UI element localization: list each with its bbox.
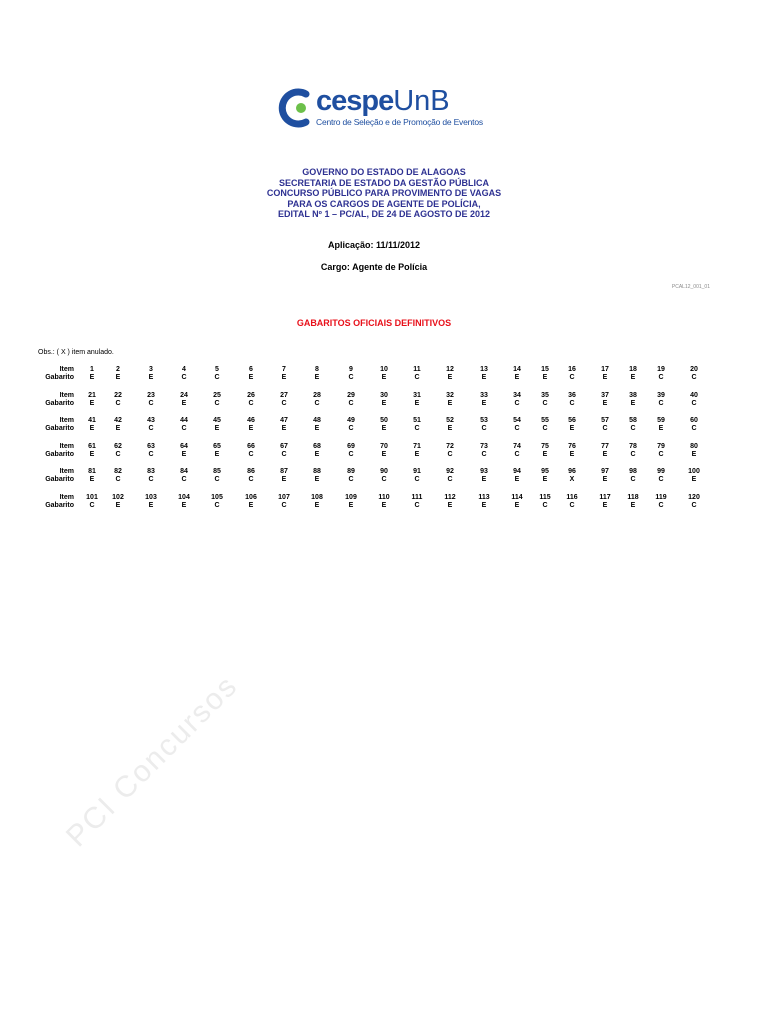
item-answer: C (542, 502, 548, 509)
item-answer: C (414, 476, 420, 483)
item-answer: E (314, 502, 320, 509)
item-number: 23 (147, 392, 155, 399)
item-number: 29 (347, 392, 355, 399)
item-answer: C (115, 400, 121, 407)
item-answer: E (89, 425, 95, 432)
item-answer: C (214, 476, 220, 483)
item-answer: C (181, 425, 187, 432)
item-number: 18 (629, 366, 637, 373)
row-label-gabarito: Gabarito (45, 502, 74, 509)
item-answer: E (542, 451, 548, 458)
item-answer: C (602, 425, 608, 432)
item-answer: C (348, 451, 354, 458)
item-answer: C (414, 425, 420, 432)
item-number: 93 (480, 468, 488, 475)
item-answer: C (181, 374, 187, 381)
item-number: 79 (657, 443, 665, 450)
item-number: 119 (655, 494, 667, 501)
item-number: 10 (380, 366, 388, 373)
item-number: 33 (480, 392, 488, 399)
item-number: 35 (541, 392, 549, 399)
item-number: 39 (657, 392, 665, 399)
item-answer: E (214, 425, 220, 432)
heading-line: PARA OS CARGOS DE AGENTE DE POLÍCIA, (287, 198, 481, 209)
item-answer: C (569, 502, 575, 509)
item-number: 22 (114, 392, 122, 399)
item-answer: E (248, 374, 254, 381)
item-answer: E (181, 451, 187, 458)
item-answer: E (281, 476, 287, 483)
item-answer: C (658, 451, 664, 458)
item-answer: C (115, 451, 121, 458)
item-answer: E (381, 502, 387, 509)
item-number: 84 (180, 468, 188, 475)
item-number: 68 (313, 443, 321, 450)
item-answer: E (481, 476, 487, 483)
item-answer: E (115, 374, 121, 381)
item-number: 40 (690, 392, 698, 399)
item-answer: C (481, 425, 487, 432)
item-number: 72 (446, 443, 454, 450)
item-number: 2 (116, 366, 120, 373)
item-number: 5 (215, 366, 219, 373)
item-answer: E (314, 476, 320, 483)
item-answer: E (89, 476, 95, 483)
item-number: 77 (601, 443, 609, 450)
item-number: 81 (88, 468, 96, 475)
item-answer: C (214, 374, 220, 381)
item-number: 90 (380, 468, 388, 475)
item-number: 8 (315, 366, 319, 373)
item-number: 48 (313, 417, 321, 424)
item-number: 60 (690, 417, 698, 424)
item-number: 96 (568, 468, 576, 475)
item-number: 75 (541, 443, 549, 450)
item-number: 55 (541, 417, 549, 424)
item-answer: C (658, 400, 664, 407)
item-number: 12 (446, 366, 454, 373)
item-number: 116 (566, 494, 578, 501)
item-answer: C (348, 400, 354, 407)
item-answer: E (381, 425, 387, 432)
item-number: 97 (601, 468, 609, 475)
item-answer: E (89, 374, 95, 381)
item-number: 28 (313, 392, 321, 399)
item-answer: E (115, 502, 121, 509)
item-answer: C (514, 451, 520, 458)
item-number: 104 (178, 494, 190, 501)
item-number: 105 (211, 494, 223, 501)
item-number: 67 (280, 443, 288, 450)
item-answer: E (481, 400, 487, 407)
item-number: 32 (446, 392, 454, 399)
item-answer: E (447, 400, 453, 407)
item-answer: C (281, 400, 287, 407)
item-answer: C (348, 374, 354, 381)
item-answer: C (447, 451, 453, 458)
item-answer: C (630, 425, 636, 432)
item-number: 69 (347, 443, 355, 450)
item-number: 62 (114, 443, 122, 450)
item-answer: E (115, 425, 121, 432)
item-answer: C (148, 451, 154, 458)
item-answer: C (691, 400, 697, 407)
item-number: 1 (90, 366, 94, 373)
item-answer: E (630, 400, 636, 407)
item-number: 108 (311, 494, 323, 501)
item-answer: C (658, 502, 664, 509)
item-number: 43 (147, 417, 155, 424)
item-answer: E (542, 374, 548, 381)
item-number: 80 (690, 443, 698, 450)
item-answer: C (691, 502, 697, 509)
item-answer: E (381, 374, 387, 381)
item-answer: E (447, 502, 453, 509)
item-answer: E (602, 476, 608, 483)
item-answer: E (447, 374, 453, 381)
heading-line: GOVERNO DO ESTADO DE ALAGOAS (302, 167, 466, 177)
item-answer: C (414, 502, 420, 509)
item-number: 30 (380, 392, 388, 399)
item-answer: E (281, 425, 287, 432)
item-number: 83 (147, 468, 155, 475)
item-number: 117 (599, 494, 611, 501)
logo-tagline: Centro de Seleção e de Promoção de Eventos (316, 117, 483, 127)
item-answer: E (481, 502, 487, 509)
item-number: 31 (413, 392, 421, 399)
item-number: 102 (112, 494, 124, 501)
item-answer: E (181, 400, 187, 407)
item-number: 57 (601, 417, 609, 424)
item-answer: E (602, 502, 608, 509)
item-number: 41 (88, 417, 96, 424)
item-answer: E (514, 374, 520, 381)
item-number: 15 (541, 366, 549, 373)
item-number: 42 (114, 417, 122, 424)
item-answer: E (148, 374, 154, 381)
document-code: PCAL12_001_01 (671, 284, 710, 290)
item-number: 38 (629, 392, 637, 399)
item-number: 17 (601, 366, 609, 373)
item-number: 115 (539, 494, 551, 501)
item-answer: E (569, 425, 575, 432)
item-answer: E (414, 451, 420, 458)
item-answer: C (248, 476, 254, 483)
item-number: 27 (280, 392, 288, 399)
item-number: 34 (513, 392, 521, 399)
item-number: 114 (511, 494, 523, 501)
item-number: 113 (478, 494, 490, 501)
item-answer: E (630, 502, 636, 509)
item-answer: E (514, 476, 520, 483)
row-label-gabarito: Gabarito (45, 374, 74, 381)
heading-line: SECRETARIA DE ESTADO DA GESTÃO PÚBLICA (278, 177, 489, 188)
item-number: 73 (480, 443, 488, 450)
item-answer: E (248, 425, 254, 432)
item-answer: C (281, 451, 287, 458)
row-label-gabarito: Gabarito (45, 476, 74, 483)
item-number: 4 (182, 366, 186, 373)
item-number: 9 (349, 366, 353, 373)
item-number: 100 (688, 468, 700, 475)
item-number: 46 (247, 417, 255, 424)
item-number: 76 (568, 443, 576, 450)
item-answer: E (314, 451, 320, 458)
item-answer: C (248, 400, 254, 407)
gabaritos-title: GABARITOS OFICIAIS DEFINITIVOS (296, 318, 452, 328)
item-answer: E (630, 374, 636, 381)
item-answer: C (314, 400, 320, 407)
item-answer: C (658, 374, 664, 381)
item-answer: E (414, 400, 420, 407)
aplicacao-date: Aplicação: 11/11/2012 (327, 240, 421, 250)
item-number: 63 (147, 443, 155, 450)
item-number: 26 (247, 392, 255, 399)
item-number: 82 (114, 468, 122, 475)
item-number: 118 (627, 494, 639, 501)
item-answer: E (381, 400, 387, 407)
item-number: 3 (149, 366, 153, 373)
item-number: 56 (568, 417, 576, 424)
heading-line: CONCURSO PÚBLICO PARA PROVIMENTO DE VAGAS (266, 188, 502, 199)
item-number: 66 (247, 443, 255, 450)
item-number: 74 (513, 443, 521, 450)
item-answer: C (447, 476, 453, 483)
item-answer: C (414, 374, 420, 381)
item-number: 112 (444, 494, 456, 501)
item-answer: C (214, 502, 220, 509)
item-number: 20 (690, 366, 698, 373)
row-label-item: Item (59, 417, 74, 424)
item-answer: C (115, 476, 121, 483)
item-answer: E (691, 451, 697, 458)
item-number: 99 (657, 468, 665, 475)
logo-wordmark: cespeUnB (316, 85, 450, 117)
item-answer: E (602, 400, 608, 407)
item-answer: C (630, 476, 636, 483)
item-number: 94 (513, 468, 521, 475)
item-answer: C (514, 425, 520, 432)
item-number: 11 (413, 366, 421, 373)
item-answer: E (691, 476, 697, 483)
item-answer: X (569, 476, 575, 483)
item-answer: C (381, 476, 387, 483)
obs-note: Obs.: ( X ) item anulado. (38, 349, 114, 356)
watermark: PCI Concursos (60, 668, 245, 854)
row-label-item: Item (59, 443, 74, 450)
item-answer: E (148, 502, 154, 509)
item-number: 51 (413, 417, 421, 424)
row-label-gabarito: Gabarito (45, 400, 74, 407)
item-answer: C (481, 451, 487, 458)
item-answer: C (542, 400, 548, 407)
item-number: 53 (480, 417, 488, 424)
item-answer: C (281, 502, 287, 509)
item-number: 6 (249, 366, 253, 373)
item-answer: C (569, 374, 575, 381)
item-number: 70 (380, 443, 388, 450)
item-answer: C (214, 400, 220, 407)
item-answer: E (248, 502, 254, 509)
item-number: 111 (411, 494, 423, 501)
item-answer: C (148, 400, 154, 407)
item-answer: E (569, 451, 575, 458)
item-number: 109 (345, 494, 357, 501)
item-answer: E (89, 451, 95, 458)
item-answer: E (314, 374, 320, 381)
item-number: 16 (568, 366, 576, 373)
item-answer: C (542, 425, 548, 432)
row-label-gabarito: Gabarito (45, 425, 74, 432)
row-label-gabarito: Gabarito (45, 451, 74, 458)
item-answer: C (348, 476, 354, 483)
item-number: 89 (347, 468, 355, 475)
row-label-item: Item (59, 366, 74, 373)
item-answer: C (89, 502, 95, 509)
item-answer: C (569, 400, 575, 407)
item-number: 87 (280, 468, 288, 475)
item-number: 78 (629, 443, 637, 450)
item-number: 25 (213, 392, 221, 399)
item-answer: C (148, 476, 154, 483)
item-number: 86 (247, 468, 255, 475)
item-number: 24 (180, 392, 188, 399)
row-label-item: Item (59, 468, 74, 475)
item-answer: C (148, 425, 154, 432)
item-number: 21 (88, 392, 96, 399)
item-answer: E (348, 502, 354, 509)
item-answer: E (658, 425, 664, 432)
item-answer: C (248, 451, 254, 458)
item-number: 98 (629, 468, 637, 475)
item-answer: E (514, 502, 520, 509)
item-number: 37 (601, 392, 609, 399)
item-number: 7 (282, 366, 286, 373)
item-number: 64 (180, 443, 188, 450)
item-number: 110 (378, 494, 390, 501)
item-number: 36 (568, 392, 576, 399)
item-number: 85 (213, 468, 221, 475)
item-answer: C (514, 400, 520, 407)
item-answer: E (602, 374, 608, 381)
item-number: 19 (657, 366, 665, 373)
item-number: 14 (513, 366, 521, 373)
item-number: 44 (180, 417, 188, 424)
item-number: 91 (413, 468, 421, 475)
cargo-title: Cargo: Agente de Polícia (320, 262, 428, 272)
item-answer: E (89, 400, 95, 407)
item-answer: C (630, 451, 636, 458)
item-number: 45 (213, 417, 221, 424)
item-answer: C (691, 374, 697, 381)
item-number: 54 (513, 417, 521, 424)
item-answer: E (542, 476, 548, 483)
item-number: 61 (88, 443, 96, 450)
item-answer: E (281, 374, 287, 381)
item-number: 47 (280, 417, 288, 424)
item-number: 49 (347, 417, 355, 424)
item-number: 92 (446, 468, 454, 475)
item-answer: E (214, 451, 220, 458)
item-answer: E (314, 425, 320, 432)
item-number: 13 (480, 366, 488, 373)
item-number: 120 (688, 494, 700, 501)
item-number: 95 (541, 468, 549, 475)
item-number: 65 (213, 443, 221, 450)
item-answer: C (348, 425, 354, 432)
item-answer: E (381, 451, 387, 458)
item-answer: C (181, 476, 187, 483)
item-number: 71 (413, 443, 421, 450)
item-number: 101 (86, 494, 98, 501)
item-answer: E (602, 451, 608, 458)
item-number: 107 (278, 494, 290, 501)
item-answer: E (481, 374, 487, 381)
heading-line: EDITAL Nº 1 – PC/AL, DE 24 DE AGOSTO DE 2012 (277, 209, 490, 220)
item-answer: E (181, 502, 187, 509)
item-number: 103 (145, 494, 157, 501)
item-answer: C (658, 476, 664, 483)
item-answer: C (691, 425, 697, 432)
item-number: 59 (657, 417, 665, 424)
item-answer: E (447, 425, 453, 432)
item-number: 52 (446, 417, 454, 424)
item-number: 88 (313, 468, 321, 475)
row-label-item: Item (59, 494, 74, 501)
item-number: 106 (245, 494, 257, 501)
row-label-item: Item (59, 392, 74, 399)
item-number: 50 (380, 417, 388, 424)
item-number: 58 (629, 417, 637, 424)
